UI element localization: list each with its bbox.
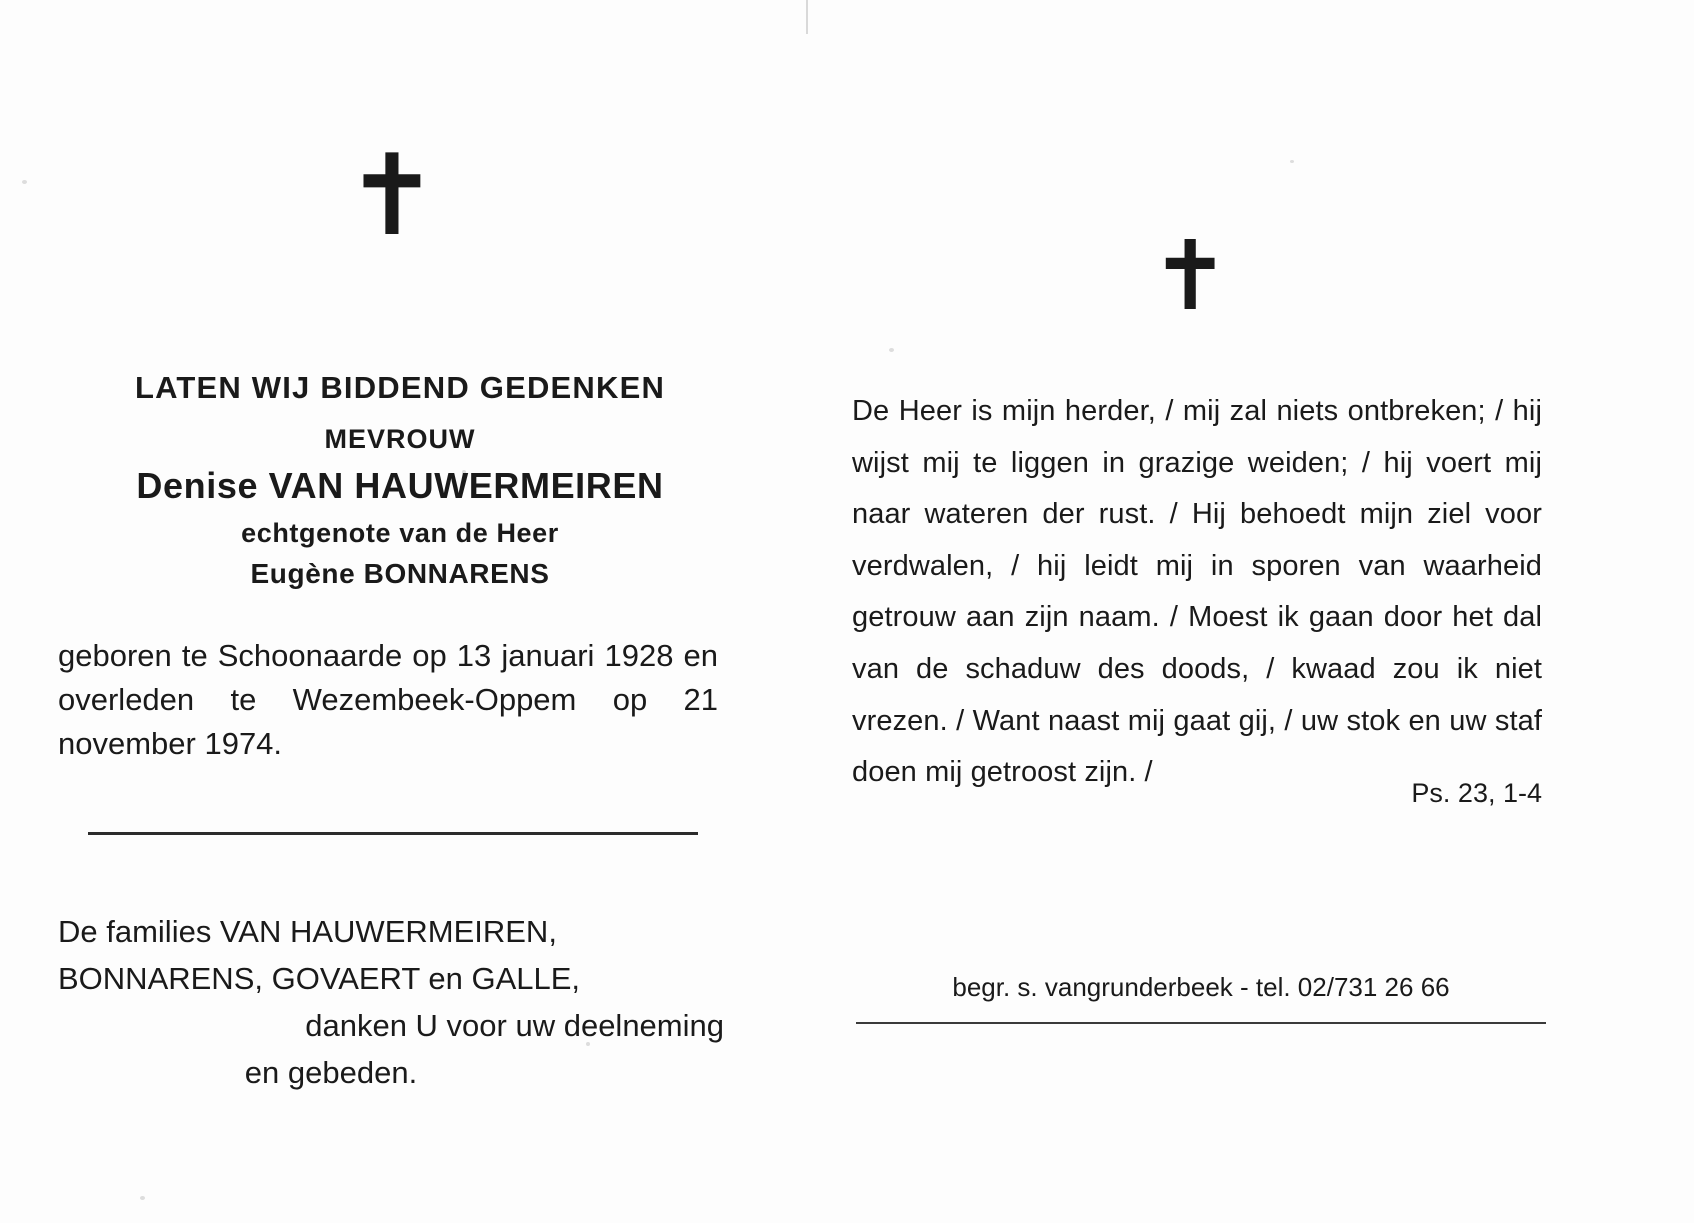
birth-death-details: geboren te Schoonaarde op 13 januari 1928 en overleden te Wezembeek-Oppem op 21 november 1974. — [58, 638, 718, 762]
psalm-text: De Heer is mijn herder, / mij zal niets ontbreken; / hij wijst mij te liggen in grazige weiden; / hij voert mij naar wateren der rust. / Hij behoedt mijn ziel voor verdwalen, / hij leidt mij in sporen van waarheid getrouw aan zijn naam. / Moest ik gaan door het dal van de schaduw des doods, / kwaad zou ik niet vrezen. / Want naast mij gaat gij, / uw stok en uw staf doen mij getroost zijn. / — [852, 395, 1542, 789]
memorial-left-panel — [0, 0, 790, 1223]
family-thanks-line-2: BONNARENS, GOVAERT en GALLE, — [58, 961, 581, 997]
footer-rule — [856, 1022, 1546, 1024]
memorial-right-panel — [820, 0, 1694, 1223]
psalm-reference: Ps. 23, 1-4 — [1411, 778, 1542, 808]
family-thanks-line-1: De families VAN HAUWERMEIREN, — [58, 914, 557, 949]
spouse-name: Eugène BONNARENS — [250, 558, 550, 589]
section-divider — [88, 832, 698, 835]
deceased-name: Denise VAN HAUWERMEIREN — [136, 465, 664, 506]
honorific-label: MEVROUW — [324, 424, 476, 454]
family-thanks-block — [58, 908, 724, 1096]
spouse-relation-label: echtgenote van de Heer — [241, 518, 559, 548]
family-thanks-line-3: danken U voor uw deelneming — [305, 1008, 724, 1044]
cross-icon: ✝ — [1150, 220, 1231, 332]
remembrance-heading: LATEN WIJ BIDDEND GEDENKEN — [134, 370, 666, 405]
cross-icon: ✝ — [345, 131, 439, 261]
family-thanks-line-4: en gebeden. — [244, 1055, 418, 1091]
funeral-director-credit: begr. s. vangrunderbeek - tel. 02/731 26 66 — [952, 972, 1450, 1002]
page-fold-line — [806, 0, 808, 34]
